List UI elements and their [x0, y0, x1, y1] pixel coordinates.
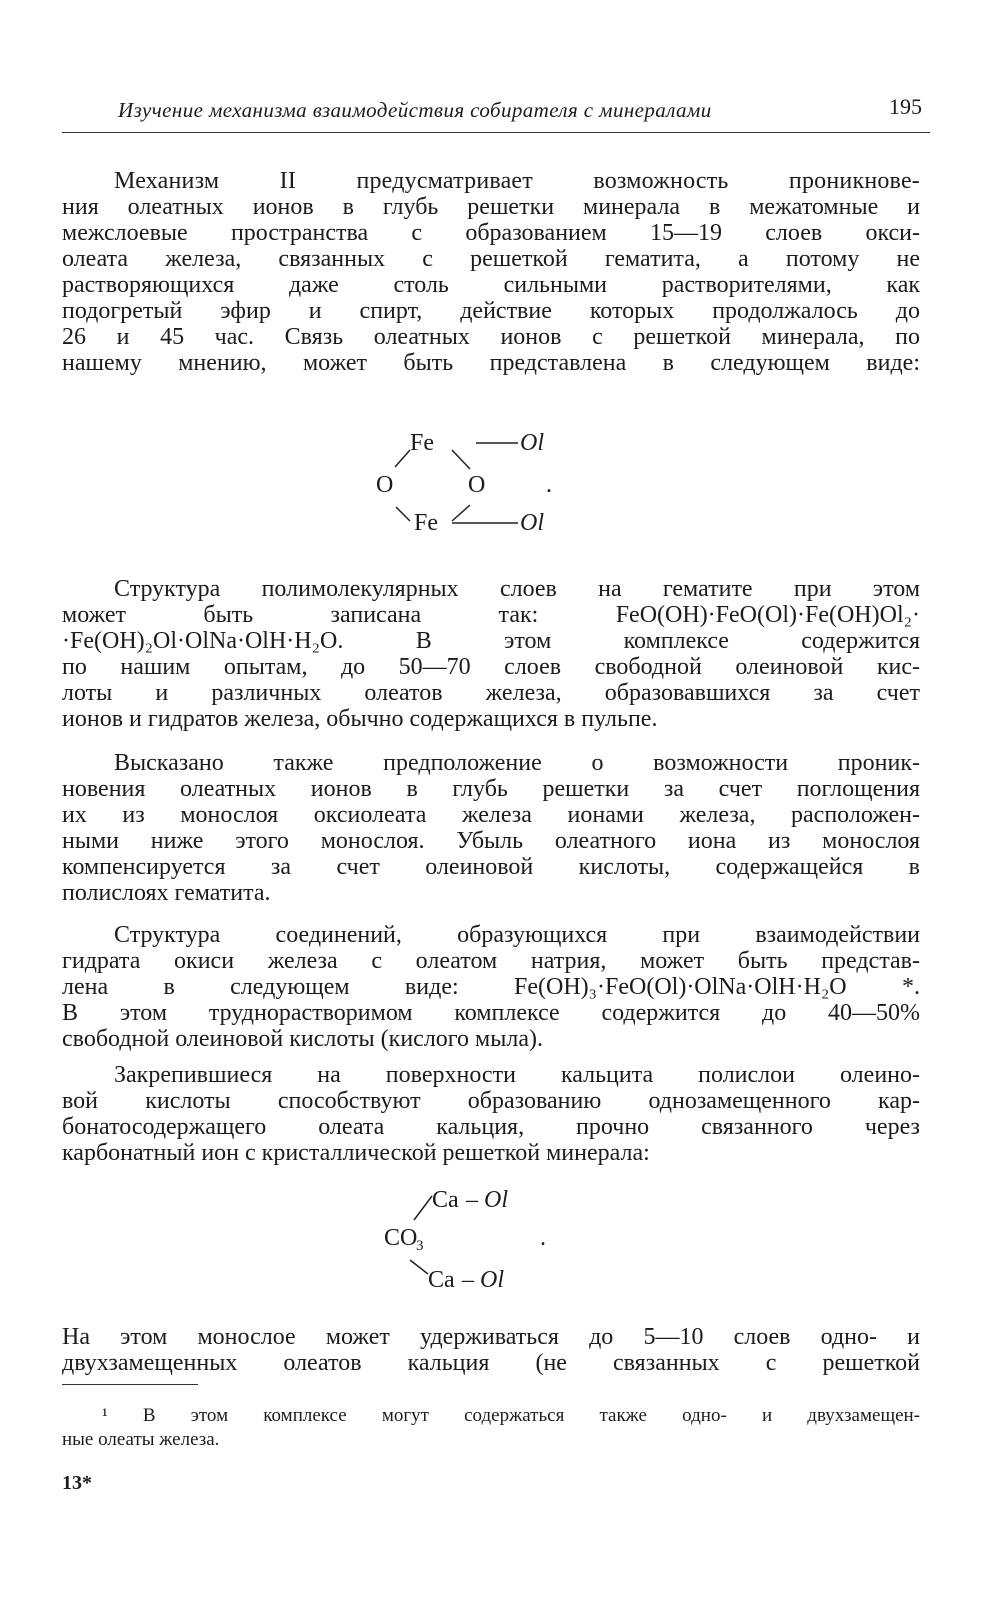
text-line: лоты и различных олеатов железа, образовавшихся за счет — [62, 680, 920, 706]
text-line: растворяющихся даже столь сильными растворителями, как — [62, 272, 920, 298]
formula-ca-bottom: Ca — [428, 1267, 455, 1293]
text-line: новения олеатных ионов в глубь решетки за счет поглощения — [62, 776, 920, 802]
formula-period: . — [540, 1225, 546, 1251]
iron-oleate-formula — [370, 425, 570, 545]
calcium-oleate-formula: Ca – Ol CO 3 . Ca – Ol — [380, 1184, 580, 1296]
text-line: подогретый эфир и спирт, действие которых продолжалось до — [62, 298, 920, 324]
text-line: Структура полимолекулярных слоев на гематите при этом — [114, 576, 920, 602]
paragraph-mechanism-ii — [62, 168, 920, 376]
paragraph-penetration-hypothesis — [62, 750, 920, 906]
text-line: ·Fe(OH)₂Ol·OlNa·OlH·H₂O. В этом комплексе содержится — [62, 628, 920, 654]
running-title: Изучение механизма взаимодействия собирателя с минералами — [118, 98, 712, 122]
text-line: Высказано также предположение о возможности проник- — [114, 750, 920, 776]
formula-o-left: O — [376, 472, 394, 498]
text-line: ными ниже этого монослоя. Убыль олеатного иона из монослоя — [62, 828, 920, 854]
formula-ol-bottom: Ol — [480, 1267, 504, 1293]
text-line: ионов и гидратов железа, обычно содержащихся в пульпе. — [62, 706, 658, 732]
formula-fe-top: Fe — [410, 430, 434, 456]
text-line: межслоевые пространства с образованием 15—19 слоев окси- — [62, 220, 920, 246]
text-line: свободной олеиновой кислоты (кислого мыла). — [62, 1026, 543, 1052]
text-line: бонатосодержащего олеата кальция, прочно связанного через — [62, 1114, 920, 1140]
text-line: может быть записана так: FeO(OH)·FeO(Ol)·Fe(OH)Ol₂· — [62, 602, 920, 628]
formula-ol-bottom: Ol — [520, 510, 544, 536]
signature-mark: 13* — [62, 1472, 92, 1494]
text-line: их из монослоя оксиолеата железа ионами железа, расположен- — [62, 802, 920, 828]
text-line: по нашим опытам, до 50—70 слоев свободной олеиновой кис- — [62, 654, 920, 680]
formula-ca-top: Ca — [432, 1187, 459, 1213]
text-line: лена в следующем виде: Fe(OH)₃·FeO(Ol)·OlNa·OlH·H₂O *. — [62, 974, 920, 1000]
text-line: 26 и 45 час. Связь олеатных ионов с решеткой минерала, по — [62, 324, 920, 350]
formula-fe-bottom: Fe — [414, 510, 438, 536]
text-line: вой кислоты способствуют образованию однозамещенного кар- — [62, 1088, 920, 1114]
formula-period: . — [546, 472, 552, 498]
formula-ol-top: Ol — [484, 1187, 508, 1213]
footnote-divider — [62, 1384, 198, 1385]
text-line: На этом монослое может удерживаться до 5—10 слоев одно- и — [62, 1324, 920, 1350]
text-line: Закрепившиеся на поверхности кальцита полислои олеино- — [114, 1062, 920, 1088]
text-line: карбонатный ион с кристаллической решеткой минерала: — [62, 1140, 650, 1166]
paragraph-polymolecular-layers — [62, 576, 920, 732]
text-line: полислоях гематита. — [62, 880, 271, 906]
footnote-line: ные олеаты железа. — [62, 1429, 220, 1450]
footnote — [62, 1404, 920, 1452]
formula-co: CO — [384, 1225, 418, 1251]
text-line: ния олеатных ионов в глубь решетки минерала в межатомные и — [62, 194, 920, 220]
paragraph-monolayer — [62, 1324, 920, 1376]
footnote-line: ¹ В этом комплексе могут содержаться также одно- и двухзамещен- — [102, 1405, 920, 1426]
text-line: Механизм II предусматривает возможность проникнове- — [114, 168, 920, 194]
formula-subscript-3: 3 — [416, 1238, 424, 1254]
formula-ol-top: Ol — [520, 430, 544, 456]
text-line: нашему мнению, может быть представлена в следующем виде: — [62, 350, 920, 376]
paragraph-calcite — [62, 1062, 920, 1166]
text-line: компенсируется за счет олеиновой кислоты, содержащейся в — [62, 854, 920, 880]
text-line: Структура соединений, образующихся при взаимодействии — [114, 922, 920, 948]
text-line: В этом труднорастворимом комплексе содержится до 40—50% — [62, 1000, 920, 1026]
text-line: олеата железа, связанных с решеткой гематита, а потому не — [62, 246, 920, 272]
paragraph-sodium-oleate-structure — [62, 922, 920, 1052]
formula-o-right: O — [468, 472, 486, 498]
text-line: гидрата окиси железа с олеатом натрия, может быть представ- — [62, 948, 920, 974]
page-number: 195 — [889, 94, 922, 119]
page-header — [62, 92, 930, 133]
text-line: двухзамещенных олеатов кальция (не связанных с решеткой — [62, 1350, 920, 1376]
